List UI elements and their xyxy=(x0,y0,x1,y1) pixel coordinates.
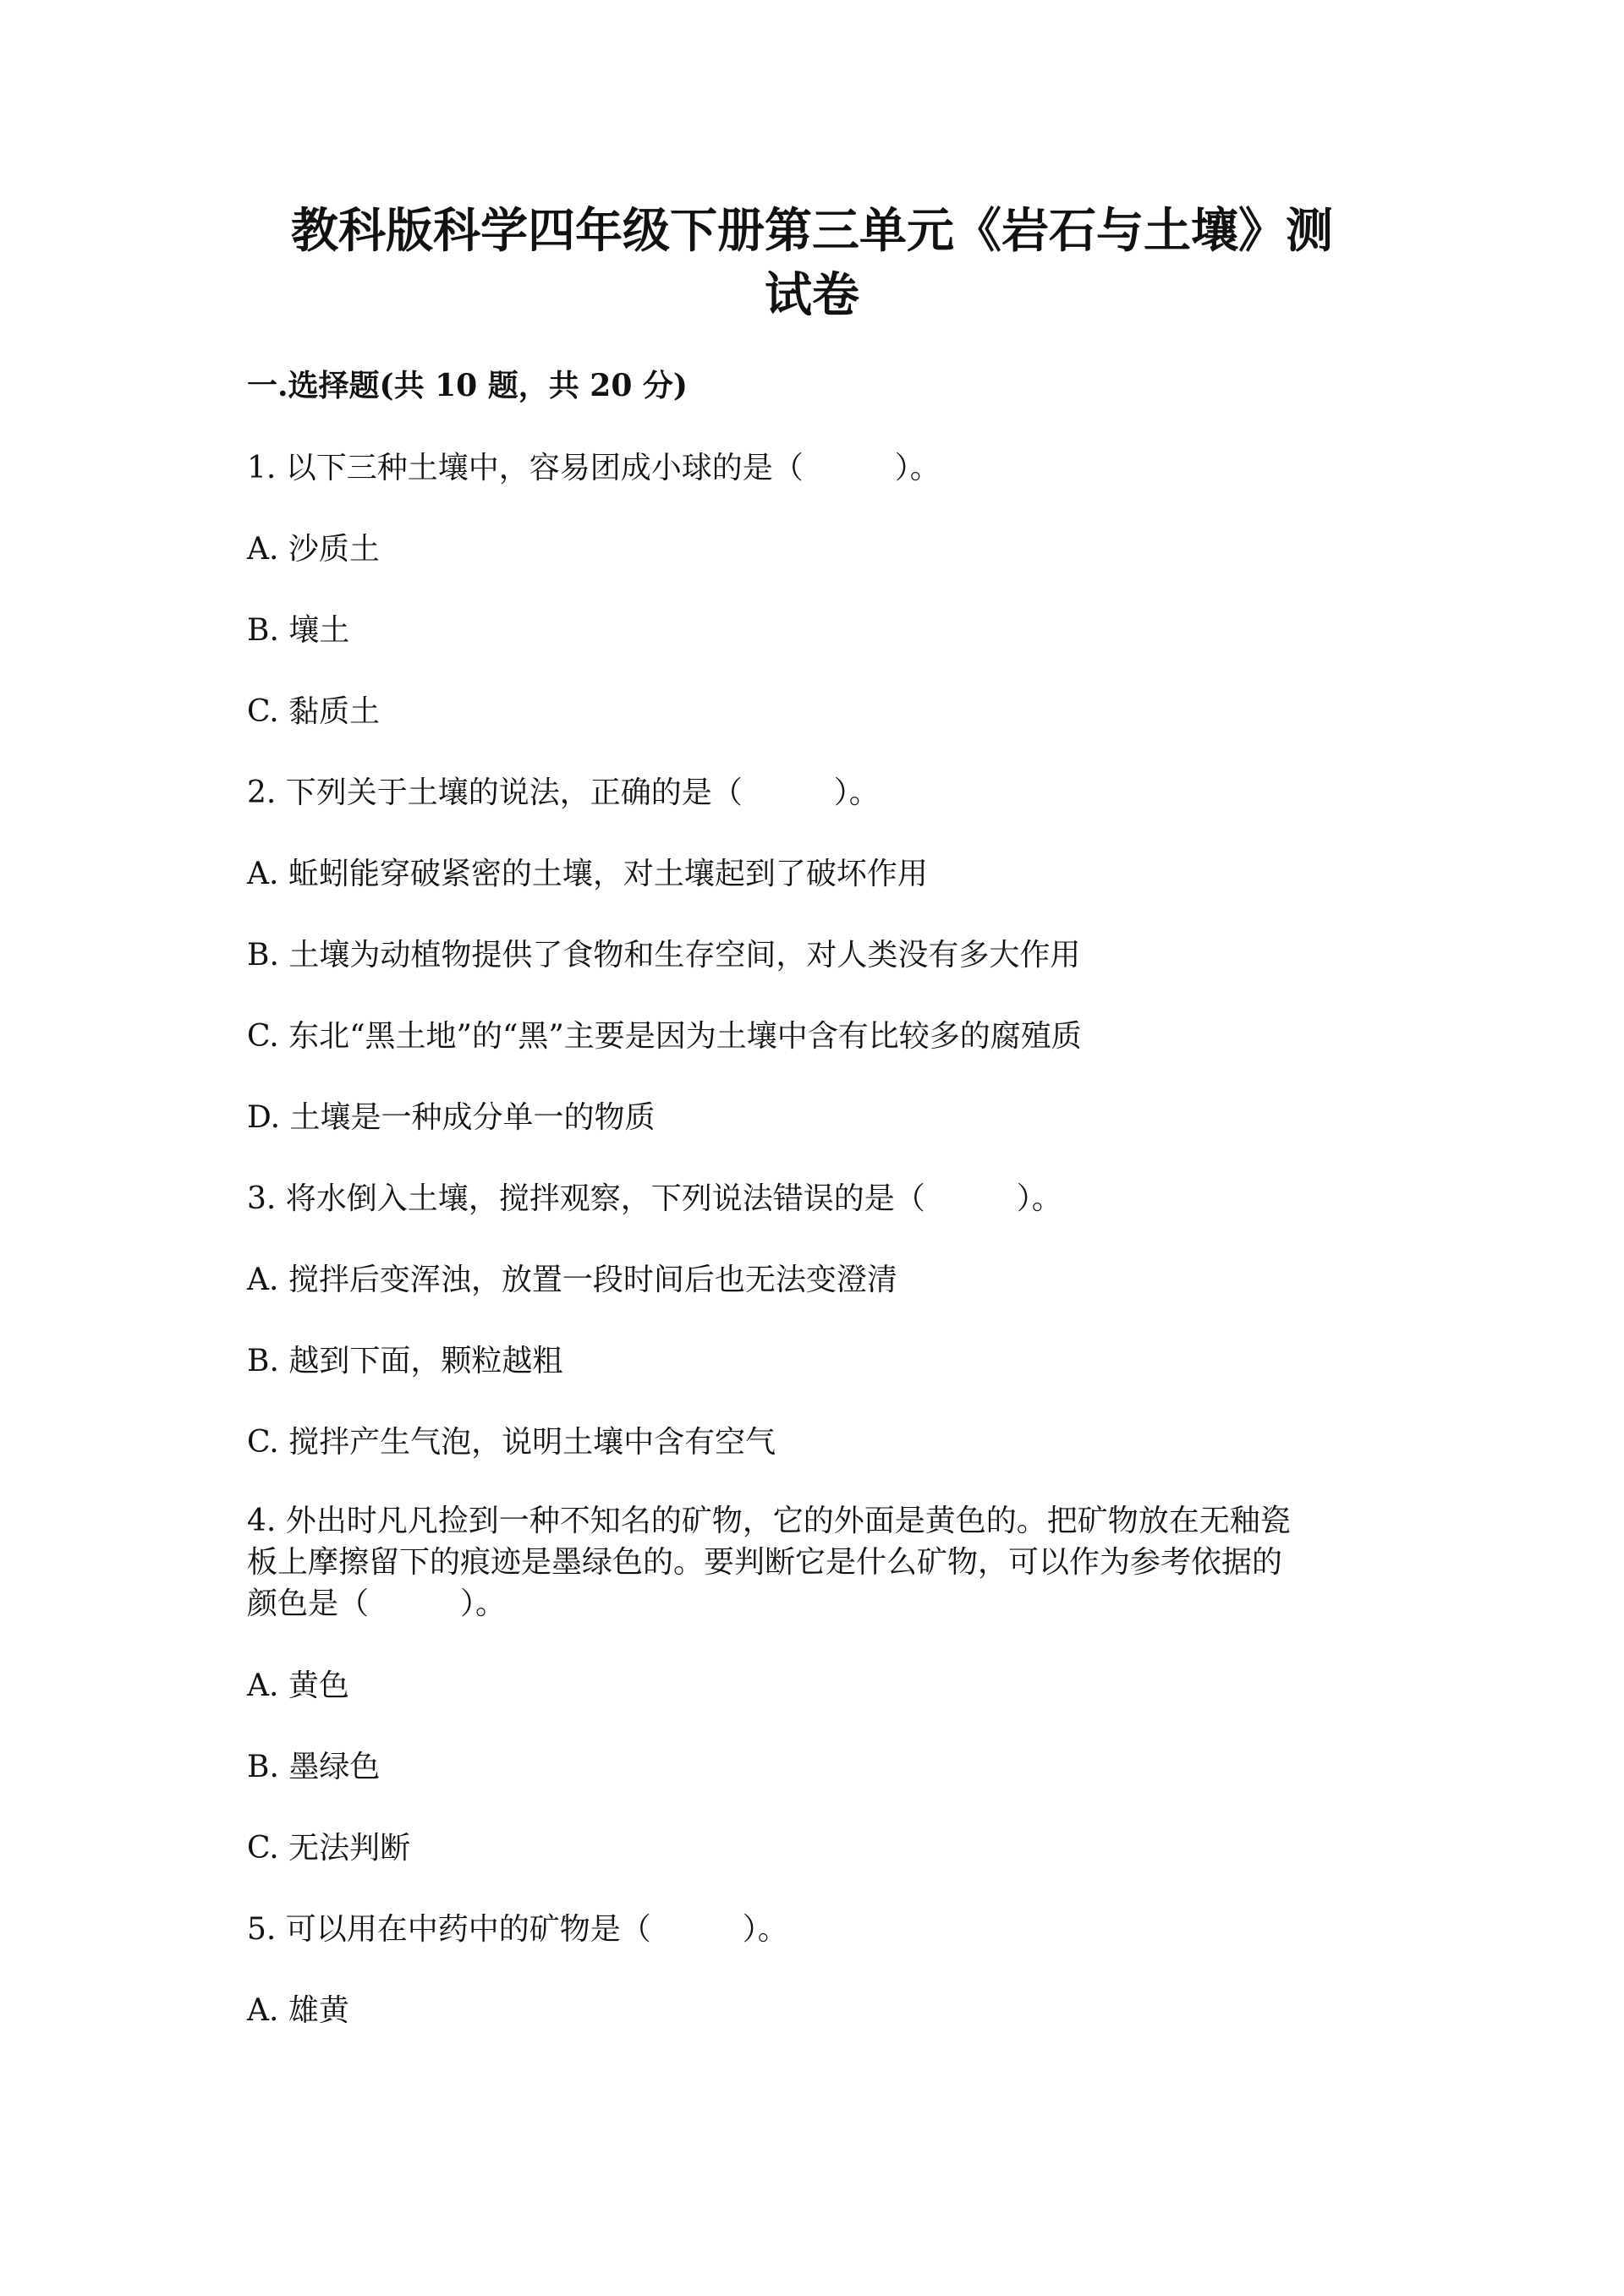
question-4-option-c: C. 无法判断 xyxy=(247,1831,411,1866)
question-1-option-a: A. 沙质土 xyxy=(247,532,380,567)
question-5-stem: 5. 可以用在中药中的矿物是（ ）。 xyxy=(247,1912,788,1947)
question-4-stem-line-1: 4. 外出时凡凡捡到一种不知名的矿物，它的外面是黄色的。把矿物放在无釉瓷 xyxy=(247,1504,1291,1538)
question-3-stem: 3. 将水倒入土壤，搅拌观察，下列说法错误的是（ ）。 xyxy=(247,1181,1062,1216)
question-4-stem-line-2: 板上摩擦留下的痕迹是墨绿色的。要判断它是什么矿物，可以作为参考依据的 xyxy=(247,1545,1283,1580)
question-2-stem: 2. 下列关于土壤的说法，正确的是（ ）。 xyxy=(247,775,880,810)
question-3-option-a: A. 搅拌后变浑浊，放置一段时间后也无法变澄清 xyxy=(247,1263,897,1297)
question-1-stem: 1. 以下三种土壤中，容易团成小球的是（ ）。 xyxy=(247,451,941,485)
question-4-option-a: A. 黄色 xyxy=(247,1669,349,1703)
document-title xyxy=(254,199,1370,327)
question-4-stem-line-3: 颜色是（ ）。 xyxy=(247,1586,507,1621)
question-2-option-c: C. 东北“黑土地”的“黑”主要是因为土壤中含有比较多的腐殖质 xyxy=(247,1019,1082,1054)
question-3-option-c: C. 搅拌产生气泡，说明土壤中含有空气 xyxy=(247,1425,776,1460)
title-line-2: 试卷 xyxy=(765,267,859,323)
question-5-option-a: A. 雄黄 xyxy=(247,1993,349,2028)
title-line-1: 教科版科学四年级下册第三单元《岩石与土壤》测 xyxy=(291,203,1333,259)
question-3-option-b: B. 越到下面，颗粒越粗 xyxy=(247,1344,563,1378)
question-2-option-a: A. 蚯蚓能穿破紧密的土壤，对土壤起到了破坏作用 xyxy=(247,857,928,891)
section-heading: 一.选择题(共 10 题，共 20 分) xyxy=(247,368,688,403)
question-2-option-d: D. 土壤是一种成分单一的物质 xyxy=(247,1100,656,1135)
question-1-option-b: B. 壤土 xyxy=(247,613,350,648)
question-1-option-c: C. 黏质土 xyxy=(247,694,381,729)
question-2-option-b: B. 土壤为动植物提供了食物和生存空间，对人类没有多大作用 xyxy=(247,938,1081,973)
question-4-option-b: B. 墨绿色 xyxy=(247,1750,381,1784)
